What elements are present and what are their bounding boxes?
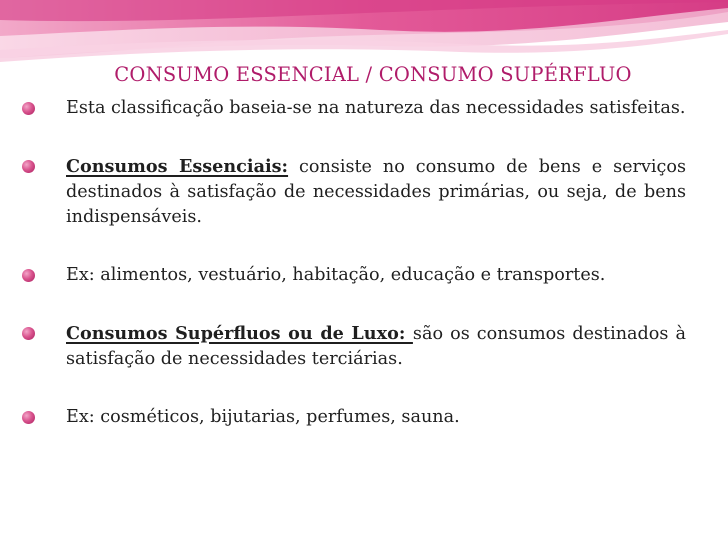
bullet-dot-icon — [22, 269, 35, 282]
bullet-text: consiste no consumo de bens e serviços destinados à satisfação de necessidades primárias, ou seja, de bens indispensáveis. — [66, 157, 686, 227]
bullet-text: Ex: cosméticos, bijutarias, perfumes, sauna. — [66, 407, 460, 427]
bullet-dot-icon — [22, 160, 35, 173]
header-banner — [0, 0, 728, 62]
bullet-dot-icon — [22, 411, 35, 424]
list-item — [22, 96, 686, 121]
list-item — [22, 154, 686, 230]
bullet-text: Ex: alimentos, vestuário, habitação, educação e transportes. — [66, 265, 606, 285]
wave-decoration — [0, 0, 728, 62]
bullet-dot-icon — [22, 102, 35, 115]
term-consumos-superfluos: Consumos Supérfluos ou de Luxo: — [66, 323, 413, 344]
bullet-list — [22, 96, 686, 430]
bullet-text: Esta classificação baseia-se na natureza das necessidades satisfeitas. — [66, 98, 686, 118]
slide-title: CONSUMO ESSENCIAL / CONSUMO SUPÉRFLUO — [114, 63, 632, 86]
term-consumos-essenciais: Consumos Essenciais: — [66, 156, 289, 177]
list-item — [22, 321, 686, 372]
bullet-dot-icon — [22, 327, 35, 340]
list-item — [22, 405, 686, 430]
bullet-text: são os consumos destinados à satisfação de necessidades terciárias. — [66, 324, 686, 369]
list-item — [22, 263, 686, 288]
